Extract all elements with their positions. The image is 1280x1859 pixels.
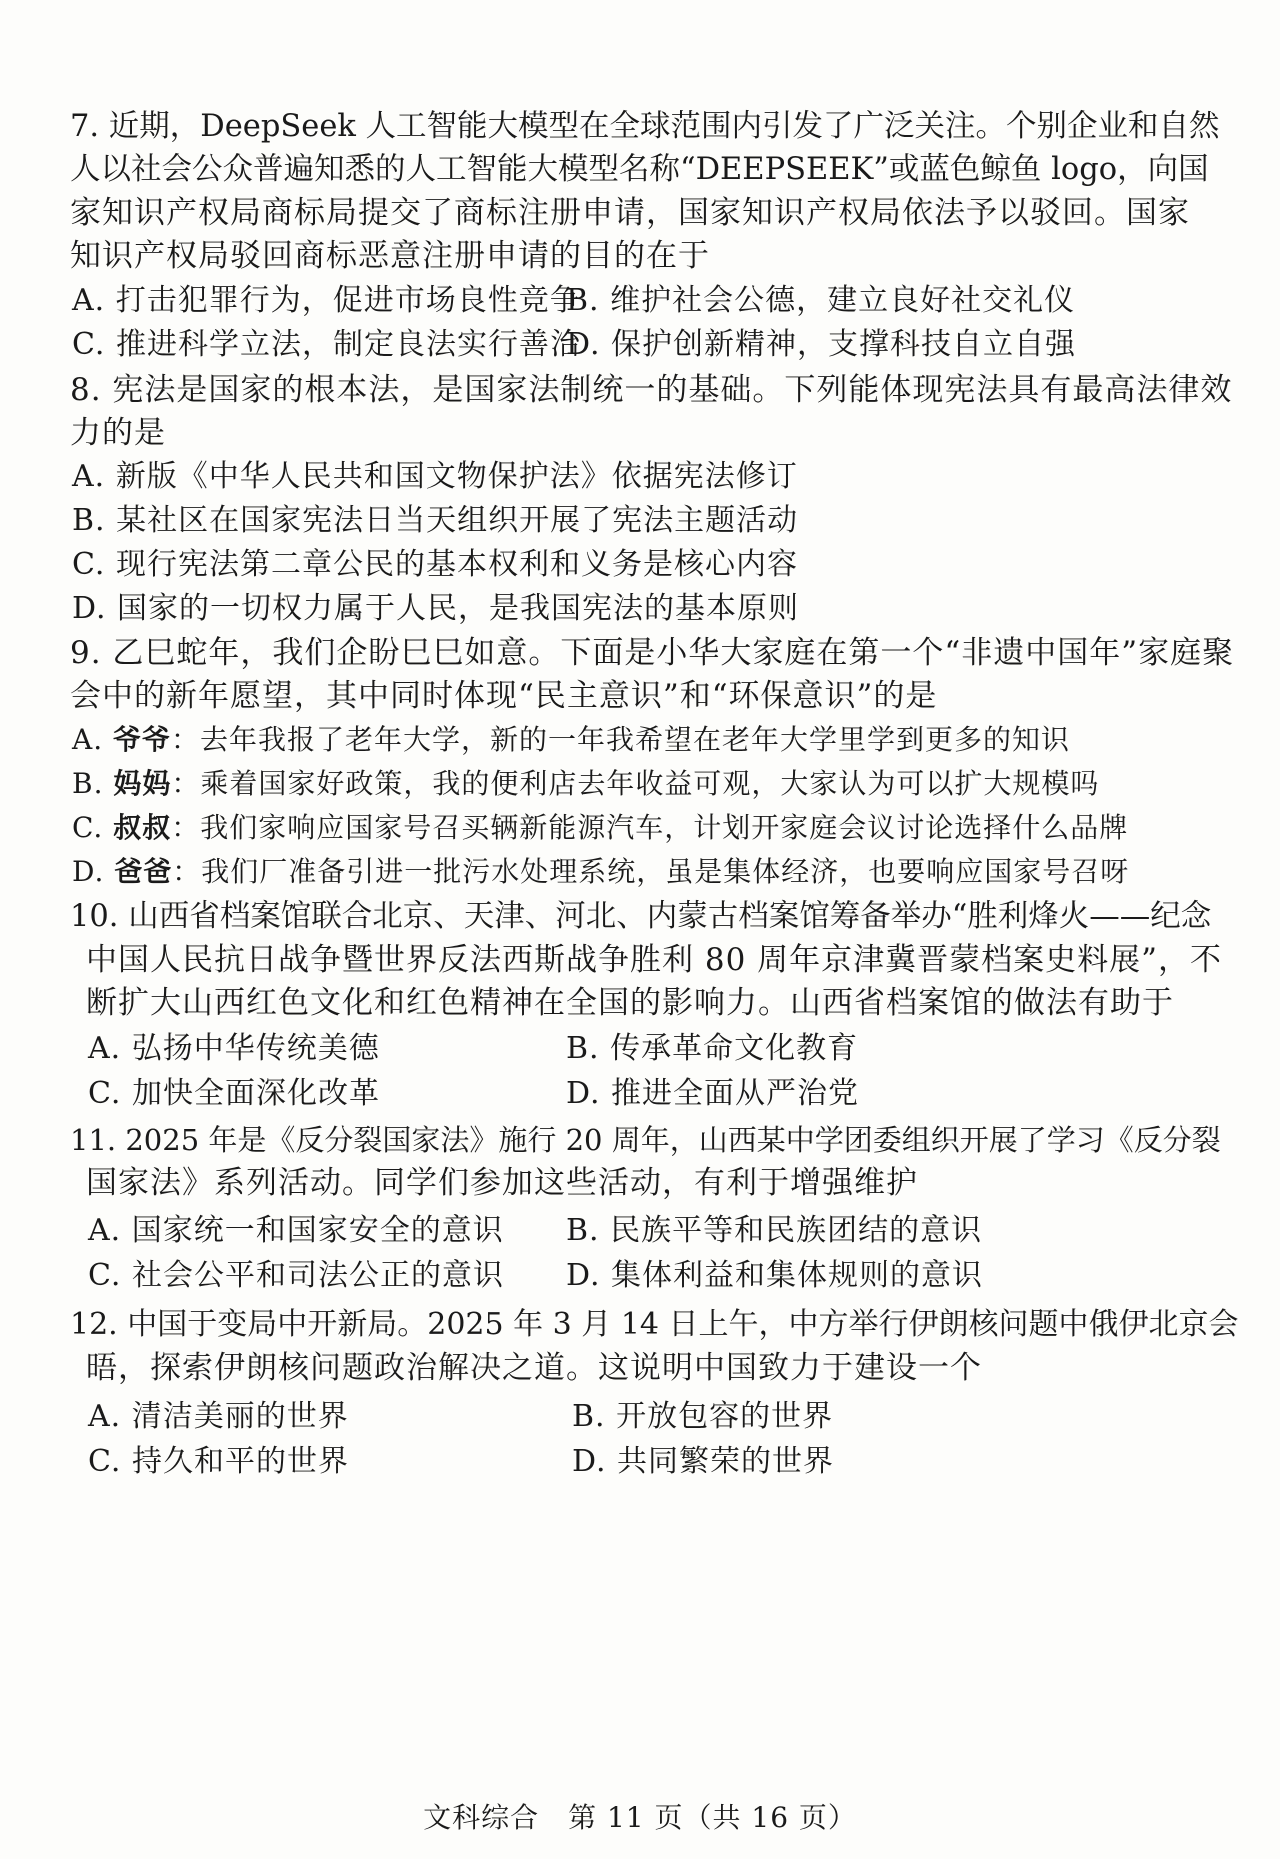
option-prefix: D.: [72, 855, 115, 888]
question-10-line-2: 中国人民抗日战争暨世界反法西斯战争胜利 80 周年京津冀晋蒙档案史料展”，不: [86, 942, 1222, 978]
question-7-option-a: A. 打击犯罪行为，促进市场良性竞争: [72, 283, 581, 318]
question-8-line-1: 8. 宪法是国家的根本法，是国家法制统一的基础。下列能体现宪法具有最高法律效: [70, 372, 1233, 408]
option-text: ：我们厂准备引进一批污水处理系统，虽是集体经济，也要响应国家号召呀: [172, 855, 1130, 888]
question-10-line-1: 10. 山西省档案馆联合北京、天津、河北、内蒙古档案馆筹备举办“胜利烽火——纪念: [70, 899, 1212, 934]
question-7-line-4: 知识产权局驳回商标恶意注册申请的目的在于: [70, 238, 710, 274]
question-12-line-1: 12. 中国于变局中开新局。2025 年 3 月 14 日上午，中方举行伊朗核问题中俄伊北京会: [70, 1307, 1239, 1342]
question-8-option-c: C. 现行宪法第二章公民的基本权利和义务是核心内容: [72, 547, 798, 582]
question-9-line-1: 9. 乙巳蛇年，我们企盼巳巳如意。下面是小华大家庭在第一个“非遗中国年”家庭聚: [70, 635, 1235, 671]
question-9-option-a: [72, 720, 1070, 760]
question-11-option-a: A. 国家统一和国家安全的意识: [88, 1213, 504, 1248]
question-11-line-2: 国家法》系列活动。同学们参加这些活动，有利于增强维护: [86, 1165, 918, 1201]
option-text: ：乘着国家好政策，我的便利店去年收益可观，大家认为可以扩大规模吗: [171, 767, 1100, 800]
option-text: ：去年我报了老年大学，新的一年我希望在老年大学里学到更多的知识: [171, 723, 1071, 756]
question-7-option-c: C. 推进科学立法，制定良法实行善治: [72, 327, 581, 362]
question-8-option-a: A. 新版《中华人民共和国文物保护法》依据宪法修订: [72, 459, 798, 494]
question-7-option-d: D. 保护创新精神，支撑科技自立自强: [566, 327, 1077, 362]
question-7-line-2: 人以社会公众普遍知悉的人工智能大模型名称“DEEPSEEK”或蓝色鲸鱼 logo，向国: [70, 152, 1209, 187]
question-9-line-2: 会中的新年愿望，其中同时体现“民主意识”和“环保意识”的是: [70, 678, 938, 714]
option-prefix: C.: [72, 811, 114, 844]
question-10-option-d: D. 推进全面从严治党: [566, 1076, 860, 1111]
option-prefix: B.: [72, 767, 114, 800]
question-12-option-a: A. 清洁美丽的世界: [88, 1399, 349, 1434]
option-text: ：我们家响应国家号召买辆新能源汽车，计划开家庭会议讨论选择什么品牌: [171, 811, 1129, 844]
question-10-option-b: B. 传承革命文化教育: [566, 1031, 859, 1066]
question-12-line-2: 晤，探索伊朗核问题政治解决之道。这说明中国致力于建设一个: [86, 1350, 982, 1386]
question-12-option-b: B. 开放包容的世界: [572, 1399, 834, 1434]
speaker-name: 叔叔: [113, 811, 172, 844]
question-11-line-1: 11. 2025 年是《反分裂国家法》施行 20 周年，山西某中学团委组织开展了学习《反分裂: [70, 1123, 1221, 1157]
question-8-option-d: D. 国家的一切权力属于人民，是我国宪法的基本原则: [72, 591, 800, 626]
question-9-option-b: [72, 764, 1099, 804]
question-10-option-c: C. 加快全面深化改革: [88, 1076, 380, 1111]
option-prefix: A.: [72, 723, 114, 756]
question-10-option-a: A. 弘扬中华传统美德: [88, 1031, 380, 1066]
question-12-option-c: C. 持久和平的世界: [88, 1444, 349, 1479]
speaker-name: 爷爷: [113, 723, 172, 756]
question-7-line-3: 家知识产权局商标局提交了商标注册申请，国家知识产权局依法予以驳回。国家: [70, 195, 1190, 231]
question-9-option-d: [72, 852, 1129, 892]
question-11-option-b: B. 民族平等和民族团结的意识: [566, 1213, 983, 1248]
question-11-option-d: D. 集体利益和集体规则的意识: [566, 1258, 984, 1293]
speaker-name: 妈妈: [113, 767, 172, 800]
question-12-option-d: D. 共同繁荣的世界: [572, 1444, 835, 1479]
question-10-line-3: 断扩大山西红色文化和红色精神在全国的影响力。山西省档案馆的做法有助于: [86, 985, 1174, 1021]
question-7-line-1: 7. 近期，DeepSeek 人工智能大模型在全球范围内引发了广泛关注。个别企业和自然: [70, 109, 1220, 144]
question-8-option-b: B. 某社区在国家宪法日当天组织开展了宪法主题活动: [72, 503, 799, 538]
question-8-line-2: 力的是: [70, 415, 166, 451]
question-9-option-c: [72, 808, 1128, 848]
page-footer: 文科综合 第 11 页（共 16 页）: [423, 1801, 857, 1834]
question-7-option-b: B. 维护社会公德，建立良好社交礼仪: [566, 283, 1076, 318]
speaker-name: 爸爸: [114, 855, 173, 888]
question-11-option-c: C. 社会公平和司法公正的意识: [88, 1258, 504, 1293]
